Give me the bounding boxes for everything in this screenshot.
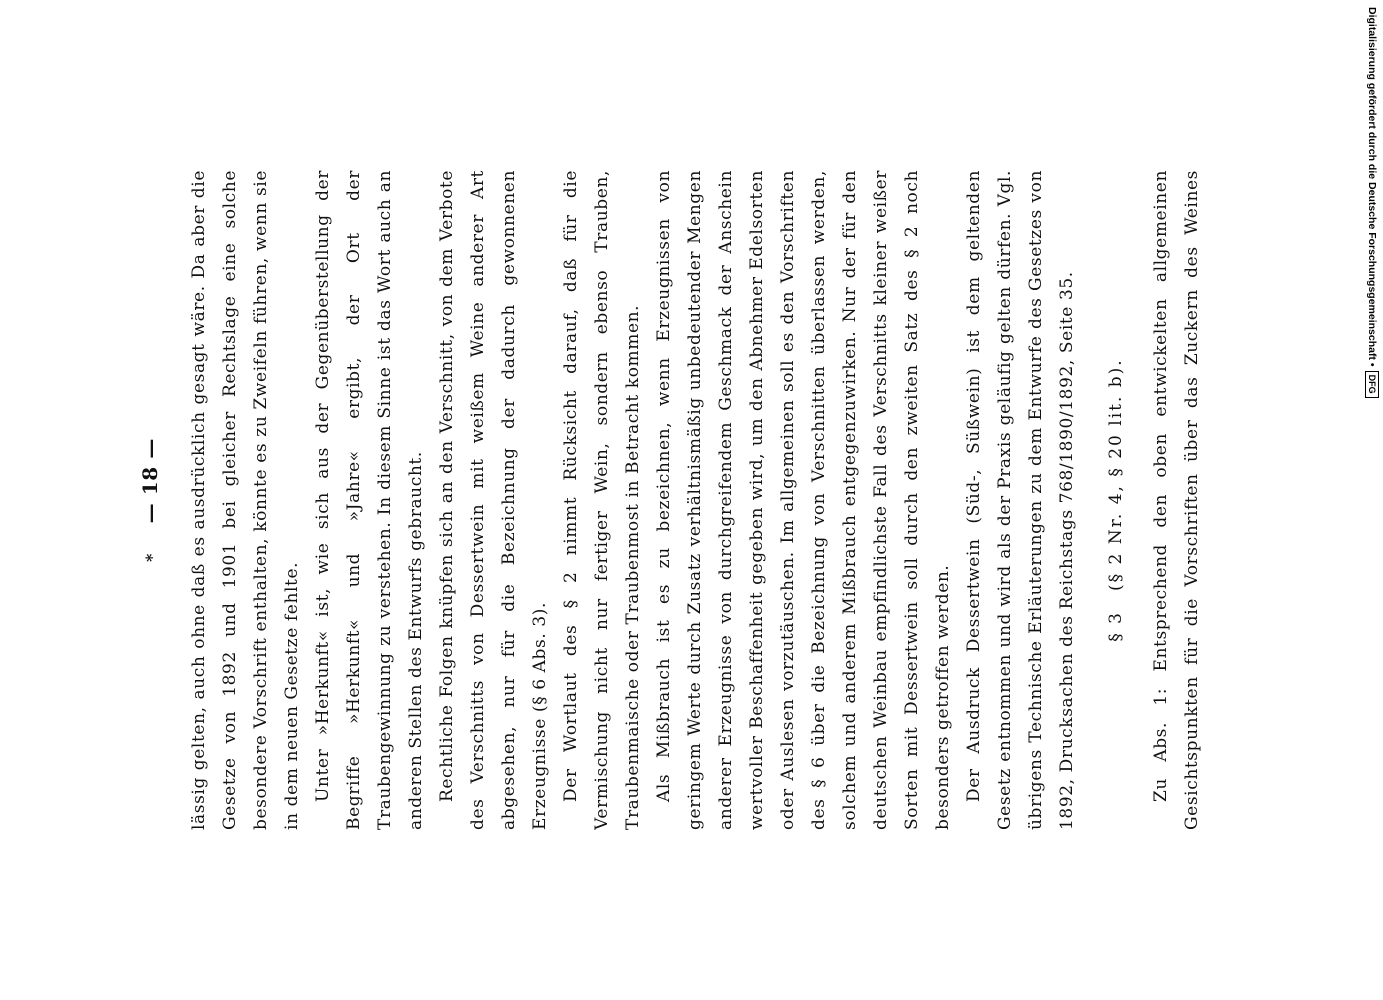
section-number: § 3 <box>1106 610 1126 642</box>
paragraph: Der Ausdruck Dessertwein (Süd-, Süßwein) ist dem geltenden Gesetz entnommen und wird als der Praxis geläufig gelten dürfen. Vgl. übrigens Technische Erläuterungen zu dem Entwurfe des Gesetzes von 1892, Drucksachen des Reichstags 768/1890/1892, Seite 35. <box>964 170 1077 830</box>
paragraph: Rechtliche Folgen knüpfen sich an den Verschnitt, von dem Verbote des Verschnitts von Dessertwein mit weißem Weine anderer Art abgesehen, nur für die Bezeichnung der dadurch gewonnenen Erzeugnisse (§ 6 Abs. 3). <box>437 170 550 830</box>
section-heading <box>1101 170 1132 830</box>
page-number: — 18 — <box>138 438 162 524</box>
section-reference: (§ 2 Nr. 4, § 20 lit. b). <box>1106 358 1126 591</box>
asterisk-mark: * <box>142 552 161 562</box>
dfg-logo: DFG <box>1365 371 1379 398</box>
paragraph: lässig gelten, auch ohne daß es ausdrücklich gesagt wäre. Da aber die Gesetze von 1892 und 1901 bei gleicher Rechtslage eine solche besondere Vorschrift enthalten, könnte es zu Zweifeln führen, wenn sie in dem neuen Gesetze fehlte. <box>189 170 302 830</box>
page-content <box>120 170 1205 830</box>
rotated-text-block <box>120 170 1205 830</box>
dfg-credit-text: Digitalisierung gefördert durch die Deutsche Forschungsgemeinschaft • <box>1366 7 1378 367</box>
page-header <box>120 170 180 830</box>
dfg-credit <box>1364 7 1380 392</box>
paragraph: Zu Abs. 1: Entsprechend den oben entwickelten allgemeinen Gesichtspunkten für die Vorschriften über das Zuckern des Weines <box>1151 170 1202 830</box>
dfg-credit-strip <box>1361 0 1383 1000</box>
paragraph: Unter »Herkunft« ist, wie sich aus der Gegenüberstellung der Begriffe »Herkunft« und »Jahre« ergibt, der Ort der Traubengewinnung zu verstehen. In diesem Sinne ist das Wort auch an anderen Stellen des Entwurfs gebraucht. <box>313 170 426 830</box>
paragraph: Als Mißbrauch ist es zu bezeichnen, wenn Erzeugnissen von geringem Werte durch Zusatz verhältnismäßig unbedeutender Mengen anderer Erzeugnisse von durchgreifendem Geschmack der Anschein wertvoller Beschaffenheit gegeben wird, um den Abnehmer Edelsorten oder Auslesen vorzutäuschen. Im allgemeinen soll es den Vorschriften des § 6 über die Bezeichnung von Verschnitten überlassen werden, solchem und anderem Mißbrauch entgegenzuwirken. Nur der für den deutschen Weinbau empfindlichste Fall des Verschnitts kleiner weißer Sorten mit Dessertwein soll durch den zweiten Satz des § 2 noch besonders getroffen werden. <box>654 170 953 830</box>
paragraph: Der Wortlaut des § 2 nimmt Rücksicht darauf, daß für die Vermischung nicht nur fertiger Wein, sondern ebenso Trauben, Traubenmaische oder Traubenmost in Betracht kommen. <box>561 170 643 830</box>
